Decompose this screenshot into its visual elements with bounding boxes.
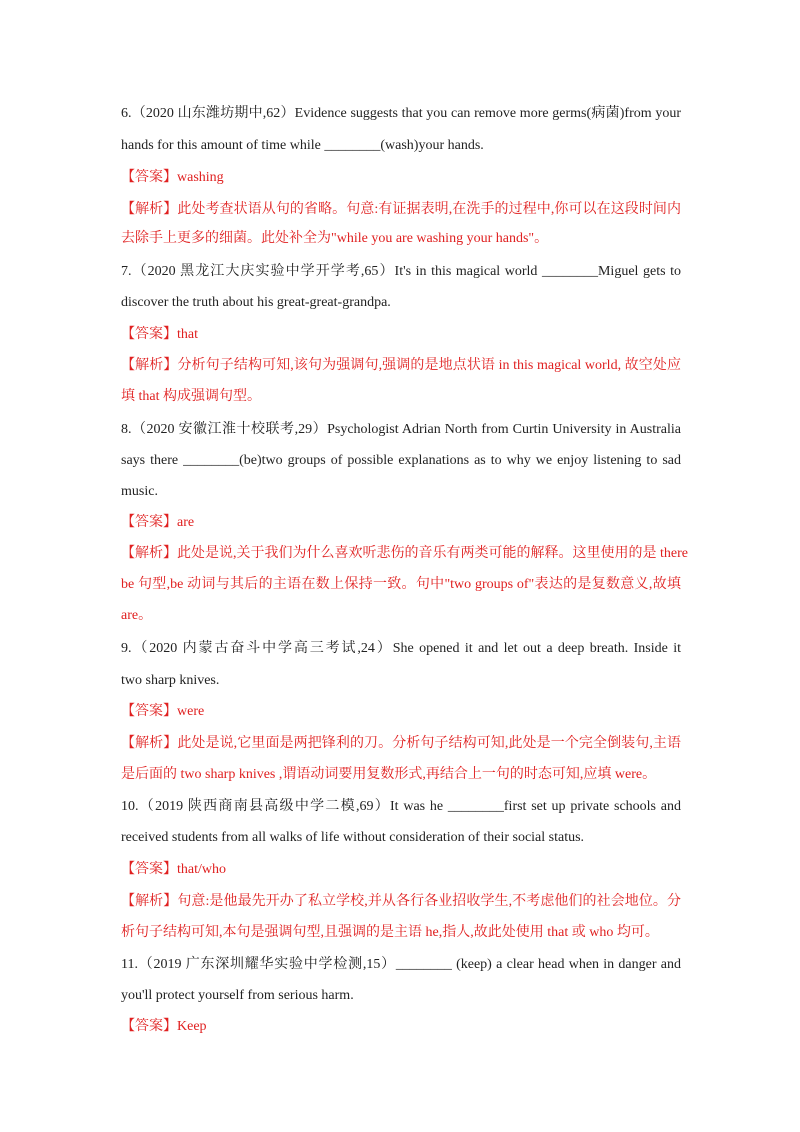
question-11-line-2: you'll protect yourself from serious harm. (121, 988, 354, 1003)
question-6-answer (121, 169, 681, 187)
question-11-line-1: 11.（2019 广东深圳耀华实验中学检测,15）________ (keep) a clear head when in danger and (121, 957, 681, 972)
question-10-line-2: received students from all walks of life without consideration of their social status. (121, 830, 585, 845)
question-9-line-1: 9.（2020 内蒙古奋斗中学高三考试,24）She opened it and let out a deep breath. Inside it (121, 641, 681, 656)
question-10-analysis-line-1 (121, 893, 681, 911)
answer-tag: 【答案】 (121, 170, 177, 185)
question-10-analysis-line-2: 析句子结构可知,本句是强调句型,且强调的是主语 he,指人,故此处使用 that 或 who 均可。 (121, 925, 659, 940)
answer-tag: 【答案】 (121, 1019, 177, 1034)
question-6-line-2: hands for this amount of time while ________(wash)your hands. (121, 138, 484, 153)
question-8-analysis-line-2: be 句型,be 动词与其后的主语在数上保持一致。句中"two groups of"表达的是复数意义,故填 (121, 577, 681, 592)
answer-tag: 【答案】 (121, 515, 177, 530)
answer-tag: 【答案】 (121, 327, 177, 342)
question-6-line-1: 6.（2020 山东潍坊期中,62）Evidence suggests that you can remove more germs(病菌)from your (121, 106, 681, 121)
analysis-text: 此处是说,它里面是两把锋利的刀。分析句子结构可知,此处是一个完全倒装句,主语 (177, 736, 682, 751)
question-8-analysis-line-3: are。 (121, 608, 153, 623)
question-10-line-1: 10.（2019 陕西商南县高级中学二模,69）It was he ________first set up private schools and (121, 799, 681, 814)
question-9-answer (121, 703, 681, 721)
answer-value: that (177, 327, 198, 342)
question-8-line-2: says there ________(be)two groups of possible explanations as to why we enjoy listening to sad (121, 453, 681, 468)
analysis-tag: 【解析】 (121, 358, 178, 373)
answer-tag: 【答案】 (121, 862, 177, 877)
question-7-answer (121, 326, 681, 344)
answer-value: were (177, 704, 205, 719)
question-8-analysis-line-1 (121, 545, 688, 563)
answer-value: washing (177, 170, 224, 185)
answer-value: Keep (177, 1019, 207, 1034)
answer-value: that/who (177, 862, 226, 877)
analysis-text: 此处是说,关于我们为什么喜欢听悲伤的音乐有两类可能的解释。这里使用的是 there (177, 546, 688, 561)
answer-tag: 【答案】 (121, 704, 177, 719)
question-10-answer (121, 861, 681, 879)
analysis-tag: 【解析】 (121, 202, 178, 217)
question-8-answer (121, 514, 681, 532)
question-9-analysis-line-1 (121, 735, 681, 753)
question-7-analysis-line-1 (121, 357, 681, 375)
question-11-answer (121, 1018, 681, 1036)
question-7-line-1: 7.（2020 黑龙江大庆实验中学开学考,65）It's in this magical world ________Miguel gets to (121, 264, 681, 279)
question-7-analysis-line-2: 填 that 构成强调句型。 (121, 389, 261, 404)
question-9-analysis-line-2: 是后面的 two sharp knives ,谓语动词要用复数形式,再结合上一句的时态可知,应填 were。 (121, 767, 657, 782)
question-7-line-2: discover the truth about his great-great-grandpa. (121, 295, 391, 310)
answer-value: are (177, 515, 195, 530)
question-6-analysis-line-1 (121, 201, 681, 219)
analysis-tag: 【解析】 (121, 546, 177, 561)
question-6-analysis-line-2: 去除手上更多的细菌。此处补全为"while you are washing your hands"。 (121, 231, 549, 246)
analysis-tag: 【解析】 (121, 894, 178, 909)
analysis-text: 句意:是他最先开办了私立学校,并从各行各业招收学生,不考虑他们的社会地位。分 (177, 894, 682, 909)
question-8-line-3: music. (121, 484, 158, 499)
analysis-tag: 【解析】 (121, 736, 178, 751)
question-8-line-1: 8.（2020 安徽江淮十校联考,29）Psychologist Adrian North from Curtin University in Australia (121, 422, 681, 437)
analysis-text: 此处考查状语从句的省略。句意:有证据表明,在洗手的过程中,你可以在这段时间内 (177, 202, 682, 217)
analysis-text: 分析句子结构可知,该句为强调句,强调的是地点状语 in this magical world, 故空处应 (177, 358, 681, 373)
question-9-line-2: two sharp knives. (121, 673, 220, 688)
